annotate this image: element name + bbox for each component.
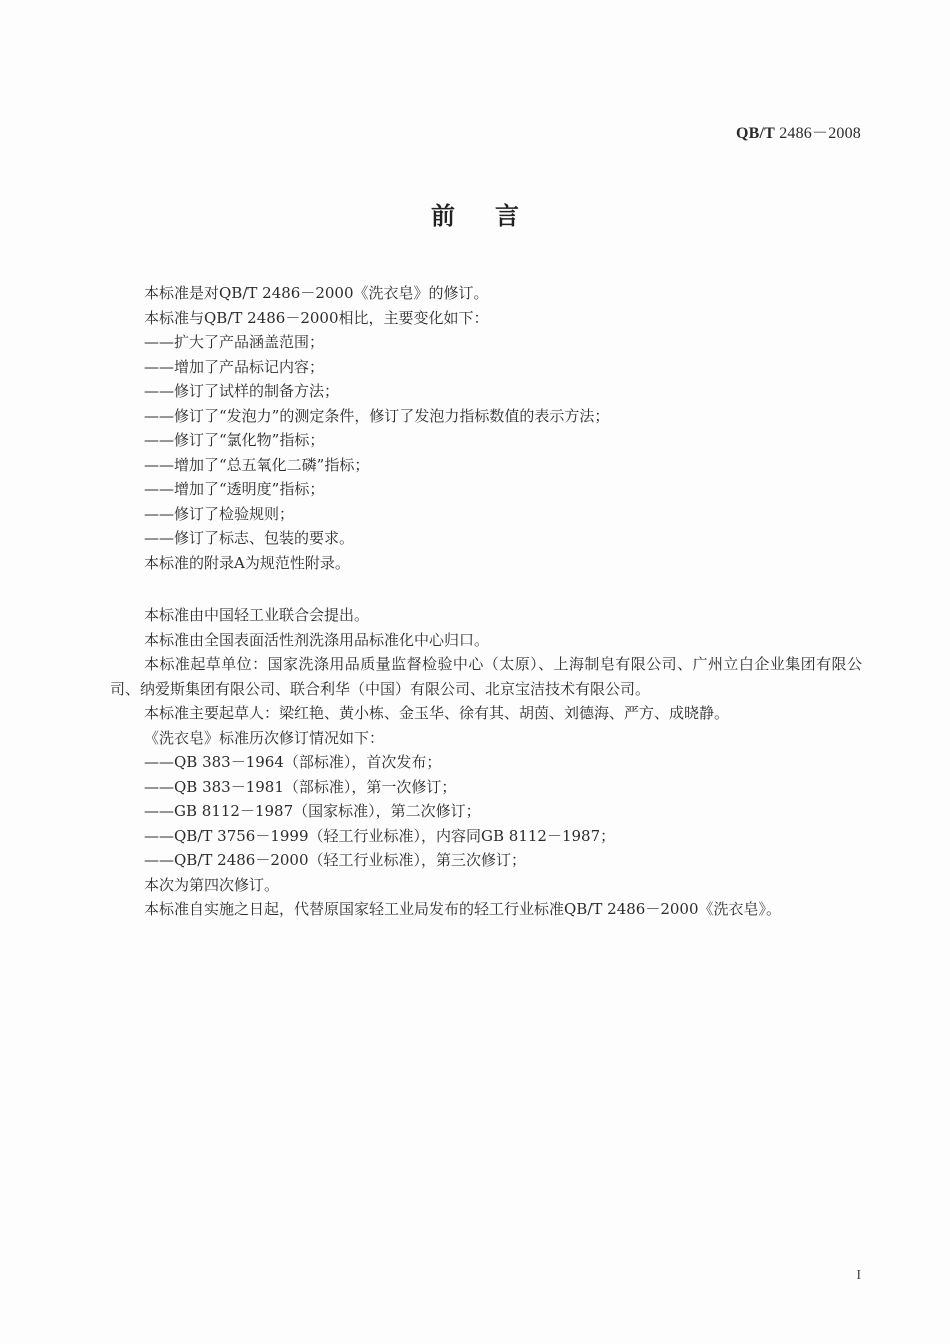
history-item: ——QB 383－1964（部标准），首次发布； [144,753,442,771]
paragraph-fourth-revision: 本次为第四次修订。 [144,875,280,894]
change-item: ——增加了产品标记内容； [144,357,325,376]
paragraph-proposed-by: 本标准由中国轻工业联合会提出。 [144,606,370,624]
history-item: ——QB 383－1981（部标准），第一次修订； [144,777,457,796]
standard-prefix: QB/T [735,125,775,142]
change-item: ——修订了“氯化物”指标； [144,431,325,449]
change-item: ——增加了“透明度”指标； [144,480,325,498]
paragraph-revision-history: 《洗衣皂》标准历次修订情况如下： [144,728,385,747]
foreword-changes [110,281,862,575]
change-item: ——修订了“发泡力”的测定条件，修订了发泡力指标数值的表示方法； [144,406,610,425]
foreword-drafting [110,603,862,922]
history-item: ——GB 8112－1987（国家标准），第二次修订； [144,802,481,820]
history-item: ——QB/T 2486－2000（轻工行业标准），第三次修订； [144,851,526,869]
history-item: ——QB/T 3756－1999（轻工行业标准），内容同GB 8112－1987； [144,826,616,845]
page-title: 前言 [431,201,559,230]
page-number: I [856,1268,861,1283]
change-item: ——修订了检验规则； [144,504,295,523]
paragraph-main-changes: 本标准与QB/T 2486－2000相比，主要变化如下： [144,308,489,327]
paragraph-drafters: 本标准主要起草人：梁红艳、黄小栋、金玉华、徐有其、胡茵、刘德海、严方、成晓静。 [144,704,730,722]
change-item: ——修订了标志、包装的要求。 [144,529,355,547]
paragraph-revision-of: 本标准是对QB/T 2486－2000《洗衣皂》的修订。 [144,284,489,302]
change-item: ——增加了“总五氧化二磷”指标； [144,455,370,474]
paragraph-appendix: 本标准的附录A为规范性附录。 [144,553,350,572]
paragraph-replaces: 本标准自实施之日起，代替原国家轻工业局发布的轻工行业标准QB/T 2486－2000《洗衣皂》。 [144,900,781,918]
paragraph-centralized-by: 本标准由全国表面活性剂洗涤用品标准化中心归口。 [144,630,490,649]
change-item: ——扩大了产品涵盖范围； [144,333,325,351]
change-item: ——修订了试样的制备方法； [144,382,340,400]
standard-number: 2486－2008 [775,125,861,142]
standard-code [736,120,861,143]
paragraph-drafting-units: 本标准起草单位：国家洗涤用品质量监督检验中心（太原）、上海制皂有限公司、广州立白企业集团有限公司、纳爱斯集团有限公司、联合利华（中国）有限公司、北京宝洁技术有限公司。 [110,655,862,698]
